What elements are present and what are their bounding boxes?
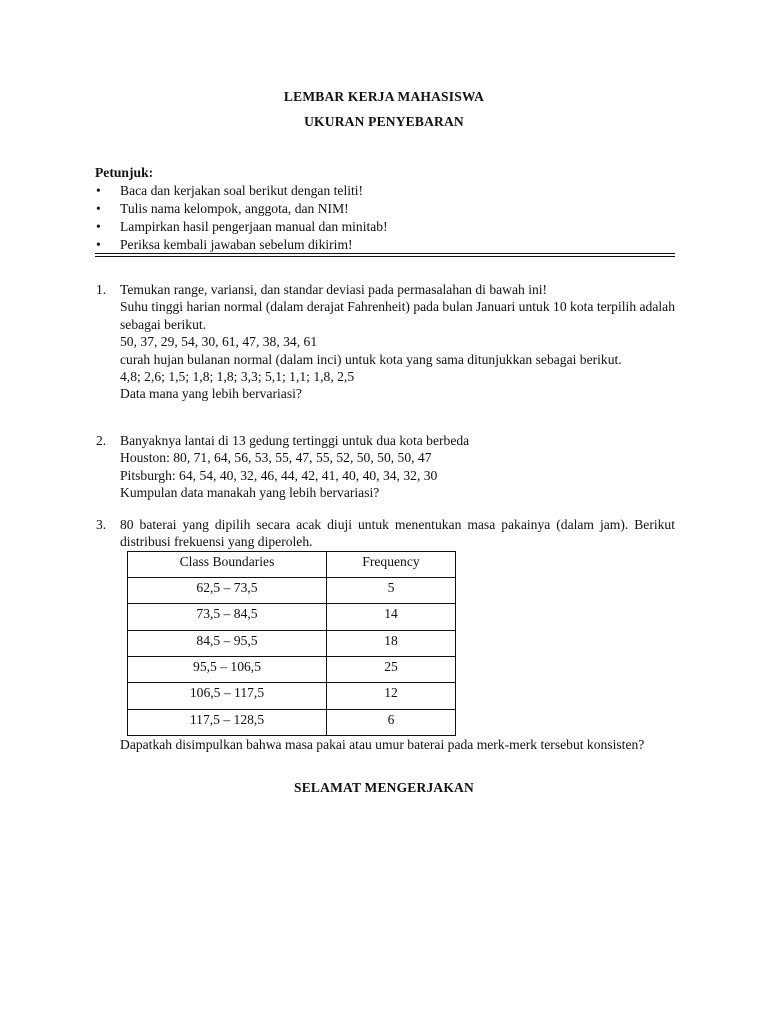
question-line: Suhu tinggi harian normal (dalam derajat Fahrenheit) pada bulan Januari untuk 10 kota terpilih adalah sebagai berikut. [120, 299, 675, 332]
table-cell: 14 [327, 604, 456, 630]
instruction-text: Lampirkan hasil pengerjaan manual dan minitab! [120, 219, 388, 234]
table-cell: 84,5 – 95,5 [128, 630, 327, 656]
table-cell: 117,5 – 128,5 [128, 709, 327, 735]
table-row [128, 578, 456, 604]
question-line: Dapatkah disimpulkan bahwa masa pakai atau umur baterai pada merk-merk tersebut konsisten? [120, 736, 645, 752]
question-line: 80 baterai yang dipilih secara acak diuji untuk menentukan masa pakainya (dalam jam). Berikut distribusi frekuensi yang diperoleh. [120, 517, 675, 550]
instructions-list [95, 182, 675, 254]
question-1 [95, 281, 675, 403]
instruction-text: Tulis nama kelompok, anggota, dan NIM! [120, 201, 349, 216]
table-row [128, 630, 456, 656]
table-row [128, 709, 456, 735]
table-row [128, 657, 456, 683]
table-cell: 62,5 – 73,5 [128, 578, 327, 604]
instruction-item [95, 236, 675, 254]
table-cell: 106,5 – 117,5 [128, 683, 327, 709]
instructions-section [95, 164, 675, 254]
table-cell: 5 [327, 578, 456, 604]
question-3 [95, 516, 675, 753]
instruction-item [95, 218, 675, 236]
question-2 [95, 432, 675, 502]
question-line: Data mana yang lebih bervariasi? [120, 386, 302, 402]
question-body [120, 516, 675, 753]
question-number: 2. [96, 433, 107, 448]
table-cell: 95,5 – 106,5 [128, 657, 327, 683]
bullet-icon: • [96, 237, 101, 252]
frequency-table [127, 551, 456, 736]
table-row [128, 683, 456, 709]
question-line: Houston: 80, 71, 64, 56, 53, 55, 47, 55, 52, 50, 50, 50, 47 [120, 450, 432, 466]
table-cell: 6 [327, 709, 456, 735]
table-header-cell: Frequency [327, 551, 456, 577]
instruction-item [95, 200, 675, 218]
question-line: 4,8; 2,6; 1,5; 1,8; 1,8; 3,3; 5,1; 1,1; 1,8, 2,5 [120, 369, 355, 385]
bullet-icon: • [96, 219, 101, 234]
instructions-label: Petunjuk: [95, 165, 154, 180]
question-number: 3. [96, 517, 107, 532]
table-header-row [128, 551, 456, 577]
instruction-text: Baca dan kerjakan soal berikut dengan teliti! [120, 183, 364, 198]
table-header-cell: Class Boundaries [128, 551, 327, 577]
table-cell: 18 [327, 630, 456, 656]
table-cell: 73,5 – 84,5 [128, 604, 327, 630]
question-line: curah hujan bulanan normal (dalam inci) untuk kota yang sama ditunjukkan sebagai berikut. [120, 351, 622, 367]
document-title: LEMBAR KERJA MAHASISWA [283, 89, 485, 104]
question-body [120, 281, 675, 403]
question-line: Kumpulan data manakah yang lebih bervariasi? [120, 485, 380, 501]
question-number: 1. [96, 282, 107, 297]
bullet-icon: • [96, 183, 101, 198]
instruction-text: Periksa kembali jawaban sebelum dikirim! [120, 237, 353, 252]
table-cell: 25 [327, 657, 456, 683]
document-subtitle: UKURAN PENYEBARAN [304, 114, 464, 129]
closing-text: SELAMAT MENGERJAKAN [294, 780, 474, 795]
question-line: 50, 37, 29, 54, 30, 61, 47, 38, 34, 61 [120, 334, 318, 350]
divider-line [95, 253, 675, 254]
question-body [120, 432, 675, 502]
question-line: Banyaknya lantai di 13 gedung tertinggi untuk dua kota berbeda [120, 433, 470, 448]
table-cell: 12 [327, 683, 456, 709]
table-row [128, 604, 456, 630]
question-line: Pitsburgh: 64, 54, 40, 32, 46, 44, 42, 41, 40, 40, 34, 32, 30 [120, 467, 438, 483]
divider-line [95, 256, 675, 257]
instruction-item [95, 182, 675, 200]
question-line: Temukan range, variansi, dan standar deviasi pada permasalahan di bawah ini! [120, 282, 548, 297]
bullet-icon: • [96, 201, 101, 216]
